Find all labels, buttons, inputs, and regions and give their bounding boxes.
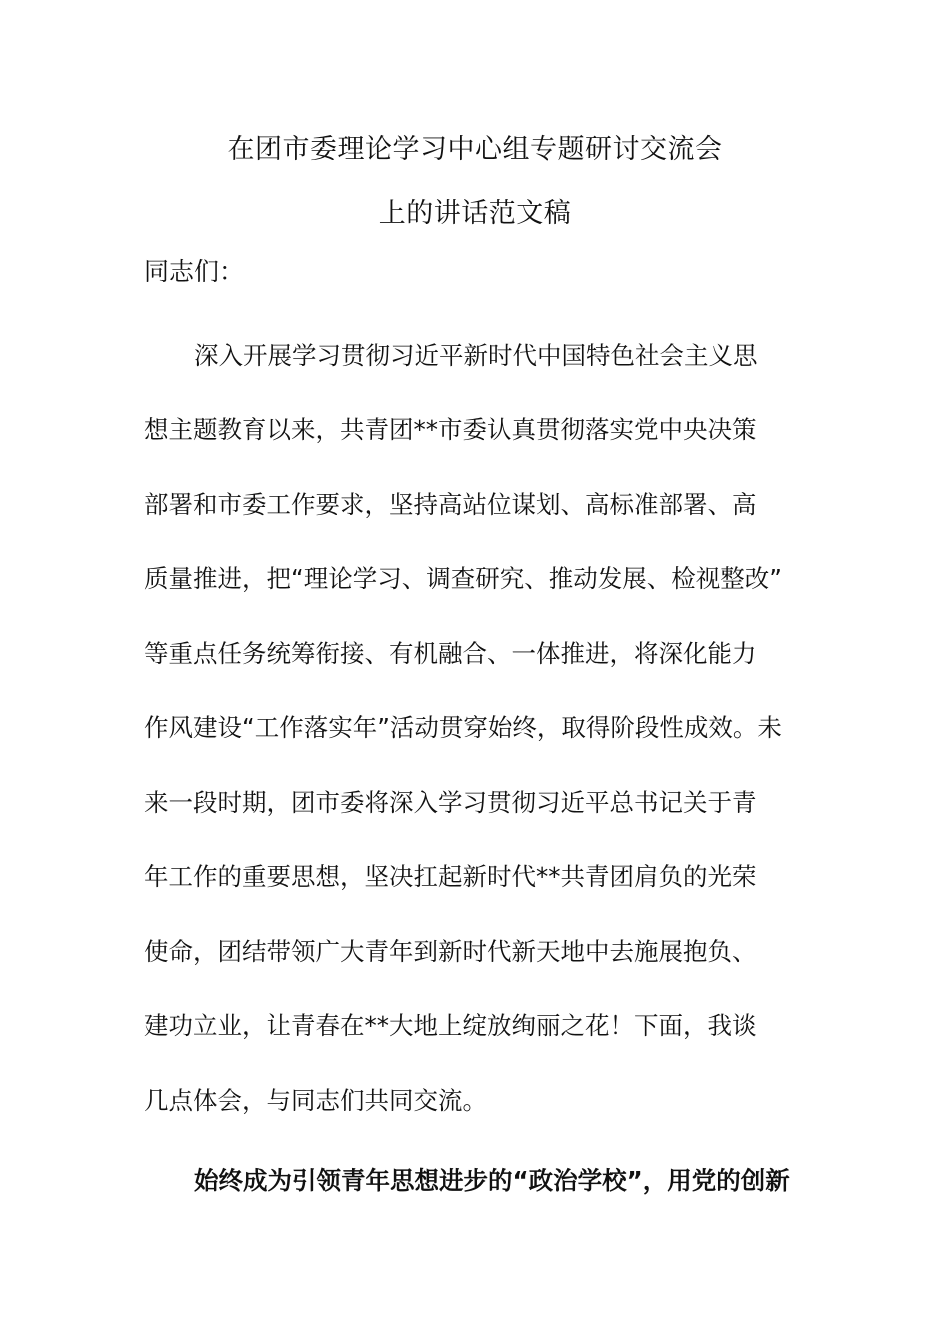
paragraph-line: 想主题教育以来，共青团**市委认真贯彻落实党中央决策	[144, 415, 757, 444]
paragraph-line: 年工作的重要思想，坚决扛起新时代**共青团肩负的光荣	[144, 862, 757, 891]
section-heading: 始终成为引领青年思想进步的“政治学校”，用党的创新	[194, 1166, 790, 1195]
paragraph-line: 建功立业，让青春在**大地上绽放绚丽之花！下面，我谈	[144, 1011, 757, 1040]
paragraph-line: 深入开展学习贯彻习近平新时代中国特色社会主义思	[194, 341, 758, 370]
paragraph-line: 等重点任务统筹衔接、有机融合、一体推进，将深化能力	[144, 639, 757, 668]
document-title-line-2: 上的讲话范文稿	[378, 198, 572, 229]
paragraph-line: 质量推进，把“理论学习、调查研究、推动发展、检视整改”	[144, 564, 782, 593]
salutation: 同志们：	[144, 257, 245, 286]
paragraph-line: 部署和市委工作要求，坚持高站位谋划、高标准部署、高	[144, 490, 757, 519]
paragraph-line: 作风建设“工作落实年”活动贯穿始终，取得阶段性成效。未	[144, 713, 782, 742]
paragraph-line: 几点体会，与同志们共同交流。	[144, 1086, 487, 1115]
document-title-line-1: 在团市委理论学习中心组专题研讨交流会	[227, 134, 723, 165]
paragraph-line: 来一段时期，团市委将深入学习贯彻习近平总书记关于青	[144, 788, 757, 817]
paragraph-line: 使命，团结带领广大青年到新时代新天地中去施展抱负、	[144, 937, 757, 966]
